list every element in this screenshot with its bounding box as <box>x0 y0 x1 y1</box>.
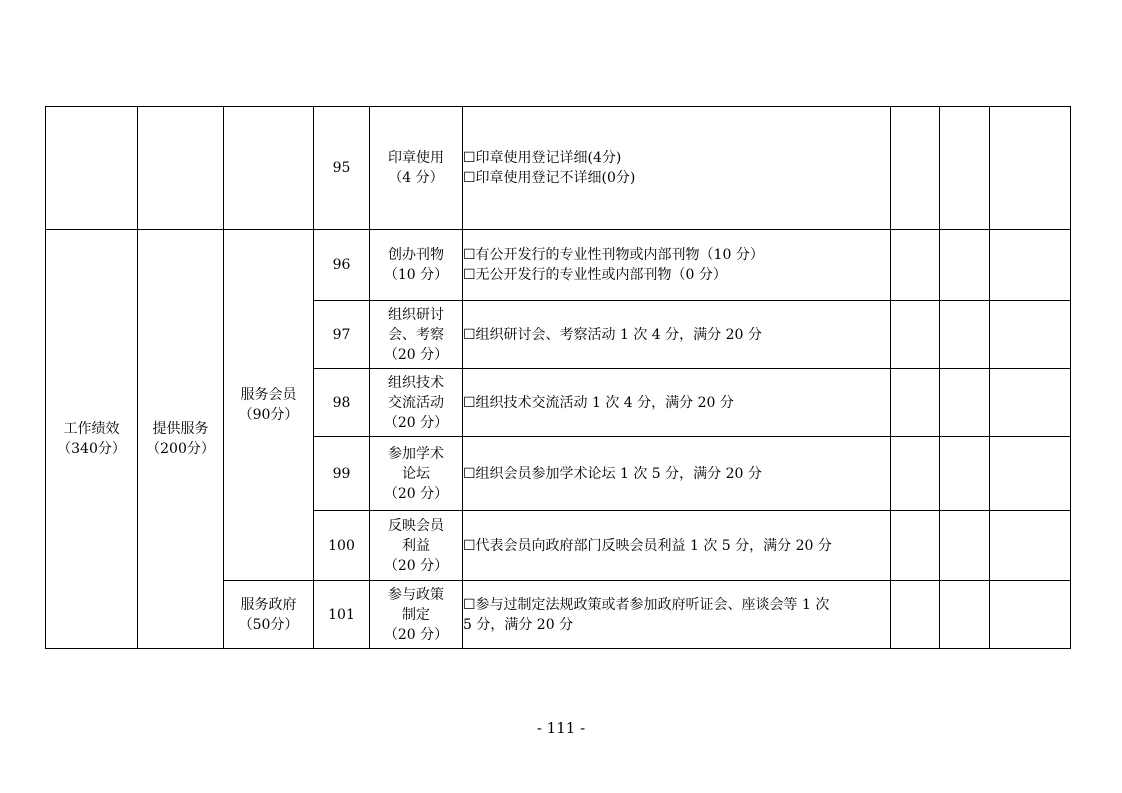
criteria-cell <box>463 581 891 649</box>
item-line: （4 分） <box>388 170 444 186</box>
remark-cell <box>990 437 1071 511</box>
remark-cell <box>990 230 1071 301</box>
item-line: 创办刊物 <box>388 247 444 263</box>
criteria-cell <box>463 301 891 369</box>
item-line: 印章使用 <box>388 150 444 166</box>
criteria-cell <box>463 230 891 301</box>
criteria-line: ☐代表会员向政府部门反映会员利益 1 次 5 分，满分 20 分 <box>463 537 832 554</box>
item-line: 参加学术 <box>388 445 444 462</box>
criteria-line: ☐参与过制定法规政策或者参加政府听证会、座谈会等 1 次 <box>463 596 830 613</box>
criteria-line: ☐印章使用登记详细(4分) <box>463 150 622 166</box>
item-line: 反映会员 <box>388 517 444 534</box>
row-number: 95 <box>314 107 370 230</box>
item-line: （20 分） <box>383 414 449 431</box>
item-line: 组织研讨 <box>388 306 444 323</box>
remark-cell <box>990 107 1071 230</box>
item-line: （10 分） <box>383 267 449 283</box>
score-cell <box>940 369 990 437</box>
score-cell <box>940 107 990 230</box>
item-cell <box>370 437 463 511</box>
category-score: （340分） <box>57 441 126 457</box>
item-cell <box>370 107 463 230</box>
item-line: （20 分） <box>383 346 449 363</box>
criteria-line: ☐组织会员参加学术论坛 1 次 5 分，满分 20 分 <box>463 465 762 482</box>
score-cell <box>891 437 940 511</box>
row-number: 97 <box>314 301 370 369</box>
row-number: 96 <box>314 230 370 301</box>
item-line: （20 分） <box>383 485 449 502</box>
score-cell <box>940 437 990 511</box>
row-number: 101 <box>314 581 370 649</box>
item-line: （20 分） <box>383 557 449 574</box>
criteria-line: 5 分，满分 20 分 <box>463 616 574 633</box>
criteria-cell <box>463 369 891 437</box>
item-line: 利益 <box>402 537 430 554</box>
score-cell <box>891 581 940 649</box>
remark-cell <box>990 511 1071 581</box>
item-line: 制定 <box>402 606 430 623</box>
empty-cell <box>138 107 224 230</box>
remark-cell <box>990 301 1071 369</box>
category-cell <box>46 230 138 649</box>
table-row <box>46 230 1071 301</box>
row-number: 99 <box>314 437 370 511</box>
item-line: 组织技术 <box>388 374 444 391</box>
subcategory-name: 提供服务 <box>152 421 209 437</box>
criteria-line: ☐印章使用登记不详细(0分) <box>463 170 636 186</box>
score-cell <box>891 107 940 230</box>
item-line: （20 分） <box>383 626 449 643</box>
group-score: （50分） <box>238 616 299 633</box>
criteria-cell <box>463 511 891 581</box>
remark-cell <box>990 369 1071 437</box>
remark-cell <box>990 581 1071 649</box>
score-cell <box>891 511 940 581</box>
item-line: 交流活动 <box>388 394 444 411</box>
score-cell <box>940 230 990 301</box>
table-row <box>46 107 1071 230</box>
group-cell <box>224 230 314 581</box>
subcategory-cell <box>138 230 224 649</box>
criteria-line: ☐组织研讨会、考察活动 1 次 4 分，满分 20 分 <box>463 326 762 343</box>
row-number: 100 <box>314 511 370 581</box>
item-line: 会、考察 <box>388 326 444 343</box>
score-cell <box>891 301 940 369</box>
criteria-cell <box>463 437 891 511</box>
criteria-line: ☐无公开发行的专业性或内部刊物（0 分） <box>463 267 727 283</box>
page-number: - 111 - <box>536 719 586 737</box>
item-cell <box>370 230 463 301</box>
score-cell <box>940 511 990 581</box>
item-cell <box>370 301 463 369</box>
group-cell <box>224 581 314 649</box>
group-score: （90分） <box>238 407 299 423</box>
category-name: 工作绩效 <box>63 421 120 437</box>
item-line: 论坛 <box>402 465 430 482</box>
row-number: 98 <box>314 369 370 437</box>
criteria-cell <box>463 107 891 230</box>
item-cell <box>370 511 463 581</box>
score-cell <box>891 230 940 301</box>
score-cell <box>940 301 990 369</box>
criteria-line: ☐有公开发行的专业性刊物或内部刊物（10 分） <box>463 247 764 263</box>
subcategory-score: （200分） <box>146 441 215 457</box>
item-line: 参与政策 <box>388 586 444 603</box>
item-cell <box>370 581 463 649</box>
score-cell <box>940 581 990 649</box>
evaluation-table <box>45 106 1071 649</box>
score-cell <box>891 369 940 437</box>
group-name: 服务政府 <box>240 596 297 613</box>
empty-cell <box>224 107 314 230</box>
item-cell <box>370 369 463 437</box>
criteria-line: ☐组织技术交流活动 1 次 4 分，满分 20 分 <box>463 394 734 411</box>
group-name: 服务会员 <box>240 387 297 403</box>
empty-cell <box>46 107 138 230</box>
